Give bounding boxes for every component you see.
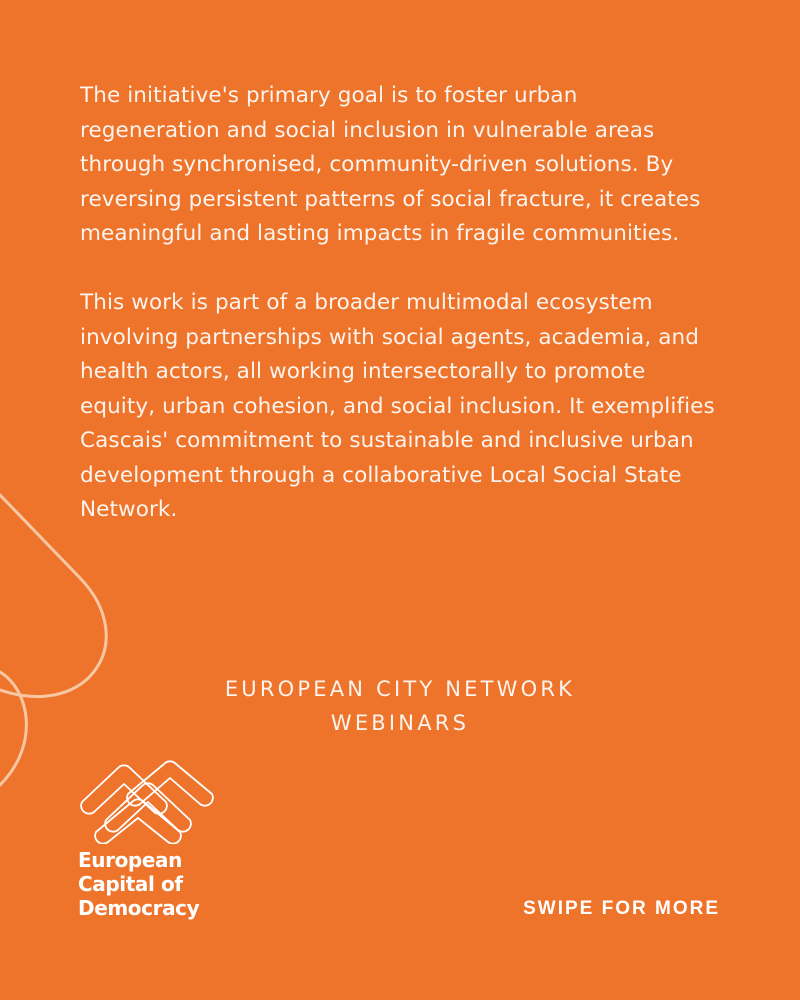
paragraph-ecosystem: This work is part of a broader multimodal ecosystem involving partnerships with social agents, academia, and health actors, all working intersectorally to promote equity, urban cohesion, and social inclusion. It exemplifies Cascais' commitment to sustainable and inclusive urban development through a collaborative Local Social State Network. [80, 290, 715, 522]
logo-wordmark [78, 848, 238, 920]
european-capital-of-democracy-logo [78, 760, 238, 920]
series-title-line-1: EUROPEAN CITY NETWORK [224, 677, 576, 701]
stacked-chevrons-icon [78, 760, 218, 844]
logo-line-3: Democracy [78, 896, 200, 920]
logo-line-2: Capital of [78, 872, 183, 896]
series-title [0, 672, 800, 740]
logo-line-1: European [78, 848, 182, 872]
body-text [80, 79, 720, 528]
paragraph-initiative-goal: The initiative's primary goal is to foster urban regeneration and social inclusion in vulnerable areas through synchronised, community-driven solutions. By reversing persistent patterns of social fracture, it creates meaningful and lasting impacts in fragile communities. [80, 83, 701, 246]
series-title-line-2: WEBINARS [330, 711, 470, 735]
swipe-for-more-label: SWIPE FOR MORE [523, 898, 720, 919]
